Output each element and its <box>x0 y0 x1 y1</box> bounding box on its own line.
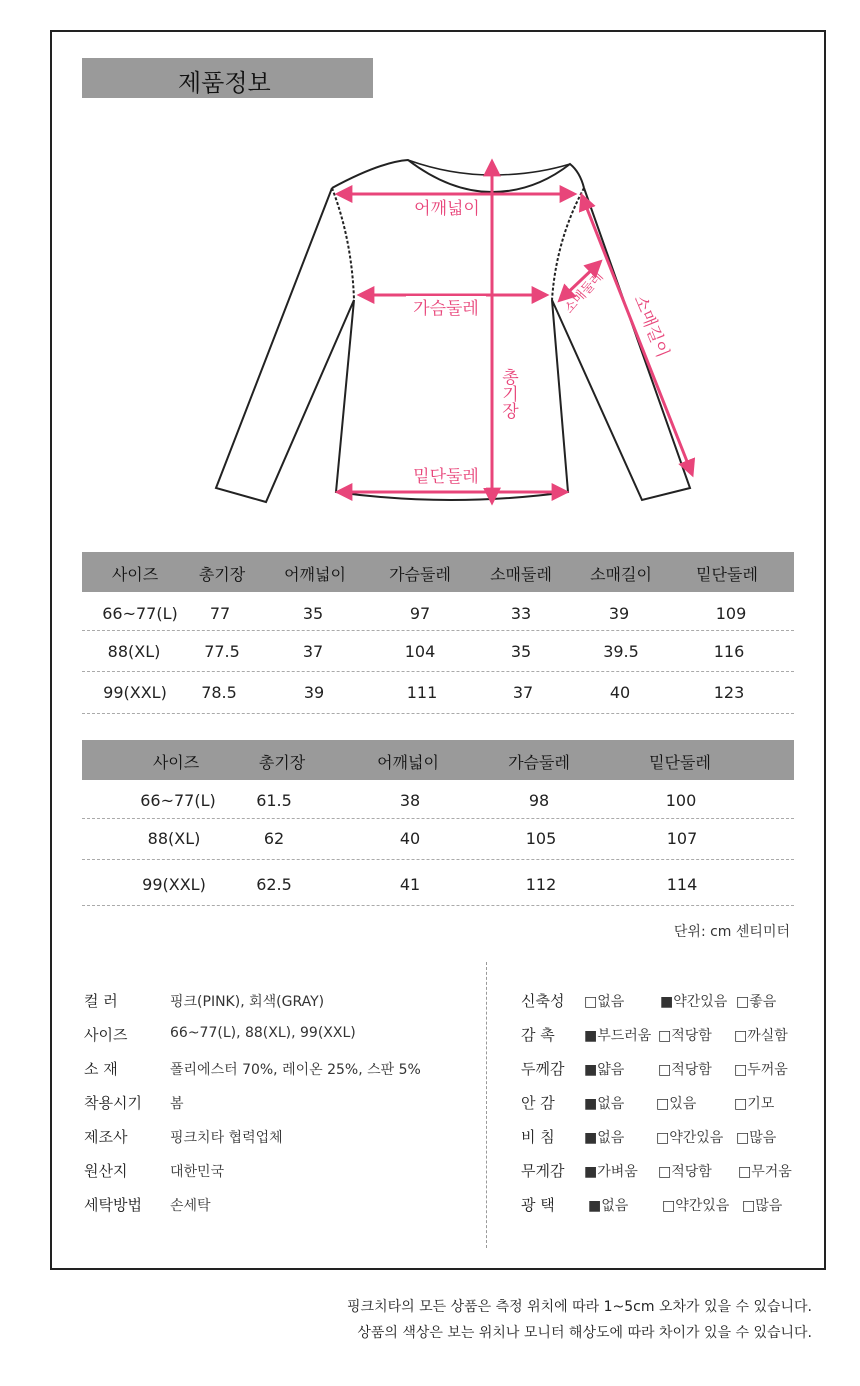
spec-value: 대한민국 <box>170 1164 225 1180</box>
label-shoulder: 어깨넓이 <box>414 199 480 219</box>
feel-option: □많음 <box>736 1130 777 1146</box>
section-title: 제품정보 <box>178 69 271 97</box>
feel-label: 무게감 <box>521 1162 565 1180</box>
t2-r2-size: 88(XL) <box>147 829 201 848</box>
spec-label: 사이즈 <box>84 1026 128 1044</box>
t1-r2-size: 88(XL) <box>107 642 161 661</box>
spec-label: 원산지 <box>84 1162 128 1180</box>
t1-r3-sleeve: 40 <box>609 683 631 702</box>
feel-label: 안 감 <box>521 1094 555 1112</box>
feel-option: ■가벼움 <box>584 1164 638 1180</box>
row-divider <box>82 905 794 906</box>
feel-option: □적당함 <box>658 1028 712 1044</box>
t1-header-chest: 가슴둘레 <box>389 565 451 584</box>
feel-option: ■약간있음 <box>660 994 728 1010</box>
unit-note: 단위: cm 센티미터 <box>673 924 790 940</box>
t2-r3-shoulder: 41 <box>399 875 421 894</box>
spec-label: 소 재 <box>84 1060 118 1078</box>
feel-option: □적당함 <box>658 1062 712 1078</box>
spec-value: 손세탁 <box>170 1198 211 1214</box>
t1-r3-size: 99(XXL) <box>103 683 167 702</box>
t1-header-armhole: 소매둘레 <box>490 565 552 584</box>
t1-r2-length: 77.5 <box>204 642 240 661</box>
t2-header-shoulder: 어깨넓이 <box>377 753 439 772</box>
t1-r2-hem: 116 <box>713 642 745 661</box>
t1-header-size: 사이즈 <box>111 565 159 584</box>
t1-r3-chest: 111 <box>406 683 438 702</box>
spec-value: 폴리에스터 70%, 레이온 25%, 스판 5% <box>170 1062 421 1078</box>
t2-r3-chest: 112 <box>525 875 557 894</box>
t1-header-length: 총기장 <box>198 565 246 584</box>
t2-r2-length: 62 <box>263 829 285 848</box>
feel-option: □없음 <box>584 994 625 1010</box>
sleeve-arrow <box>582 196 692 474</box>
t1-r1-size: 66~77(L) <box>102 604 178 623</box>
t2-r2-shoulder: 40 <box>399 829 421 848</box>
t2-r1-length: 61.5 <box>256 791 292 810</box>
spec-label: 세탁방법 <box>84 1196 142 1214</box>
spec-value: 핑크(PINK), 회색(GRAY) <box>170 994 325 1010</box>
feel-option: □많음 <box>742 1198 783 1214</box>
label-length: 총기장 <box>498 368 518 419</box>
spec-label: 착용시기 <box>84 1094 142 1112</box>
t1-header-sleeve: 소매길이 <box>590 565 652 584</box>
spec-label: 제조사 <box>84 1128 128 1146</box>
t1-r3-hem: 123 <box>713 683 745 702</box>
t2-r2-chest: 105 <box>525 829 557 848</box>
feel-option: ■없음 <box>588 1198 629 1214</box>
t2-r2-hem: 107 <box>666 829 698 848</box>
t2-header-size: 사이즈 <box>152 753 200 772</box>
spec-value: 핑크치타 협력업체 <box>170 1130 283 1146</box>
feel-option: □기모 <box>734 1096 775 1112</box>
footer-note-2: 상품의 색상은 보는 위치나 모니터 해상도에 따라 차이가 있을 수 있습니다. <box>357 1325 812 1341</box>
spec-value: 봄 <box>170 1096 184 1112</box>
size-table-2-header <box>82 740 794 780</box>
label-sleeve: 소매길이 <box>629 292 673 361</box>
feel-option: ■부드러움 <box>584 1028 652 1044</box>
feel-label: 신축성 <box>521 992 565 1010</box>
t1-r1-sleeve: 39 <box>608 604 630 623</box>
t1-r1-armhole: 33 <box>510 604 532 623</box>
row-divider <box>82 859 794 860</box>
row-divider <box>82 713 794 714</box>
t1-r1-chest: 97 <box>409 604 431 623</box>
t1-r1-shoulder: 35 <box>302 604 324 623</box>
feel-option: □약간있음 <box>662 1198 730 1214</box>
label-chest: 가슴둘레 <box>413 299 479 319</box>
t2-header-chest: 가슴둘레 <box>508 753 570 772</box>
t1-r2-sleeve: 39.5 <box>603 642 639 661</box>
feel-label: 비 침 <box>521 1128 555 1146</box>
t1-r2-chest: 104 <box>404 642 436 661</box>
t2-header-hem: 밑단둘레 <box>649 753 711 772</box>
spec-label: 컬 러 <box>84 992 118 1010</box>
row-divider <box>82 818 794 819</box>
t1-r2-armhole: 35 <box>510 642 532 661</box>
t2-r3-hem: 114 <box>666 875 698 894</box>
feel-option: □두꺼움 <box>734 1062 788 1078</box>
t1-r1-hem: 109 <box>715 604 747 623</box>
t2-r3-length: 62.5 <box>256 875 292 894</box>
t2-r1-hem: 100 <box>665 791 697 810</box>
t1-r3-length: 78.5 <box>201 683 237 702</box>
feel-option: □있음 <box>656 1096 697 1112</box>
row-divider <box>82 671 794 672</box>
feel-option: ■얇음 <box>584 1062 625 1078</box>
row-divider <box>82 630 794 631</box>
t1-r2-shoulder: 37 <box>302 642 324 661</box>
t1-r1-length: 77 <box>209 604 231 623</box>
t1-header-hem: 밑단둘레 <box>696 565 758 584</box>
feel-option: ■없음 <box>584 1096 625 1112</box>
feel-option: □까실함 <box>734 1028 788 1044</box>
garment-measurement-diagram <box>0 0 860 530</box>
feel-label: 감 촉 <box>521 1026 555 1044</box>
feel-label: 광 택 <box>521 1196 555 1214</box>
spec-divider <box>486 962 487 1248</box>
t1-r3-shoulder: 39 <box>303 683 325 702</box>
label-hem: 밑단둘레 <box>413 467 479 487</box>
feel-option: □약간있음 <box>656 1130 724 1146</box>
footer-note-1: 핑크치타의 모든 상품은 측정 위치에 따라 1~5cm 오차가 있을 수 있습니다. <box>347 1299 812 1315</box>
feel-option: □무거움 <box>738 1164 792 1180</box>
label-armhole: 소매둘레 <box>561 269 607 317</box>
spec-value: 66~77(L), 88(XL), 99(XXL) <box>170 1025 356 1041</box>
feel-label: 두께감 <box>521 1060 565 1078</box>
feel-option: □좋음 <box>736 994 777 1010</box>
t2-r3-size: 99(XXL) <box>142 875 206 894</box>
t2-r1-chest: 98 <box>528 791 550 810</box>
size-table-1-header <box>82 552 794 592</box>
t2-r1-size: 66~77(L) <box>140 791 216 810</box>
t1-r3-armhole: 37 <box>512 683 534 702</box>
t1-header-shoulder: 어깨넓이 <box>284 565 346 584</box>
t2-header-length: 총기장 <box>258 753 306 772</box>
feel-option: □적당함 <box>658 1164 712 1180</box>
feel-option: ■없음 <box>584 1130 625 1146</box>
t2-r1-shoulder: 38 <box>399 791 421 810</box>
